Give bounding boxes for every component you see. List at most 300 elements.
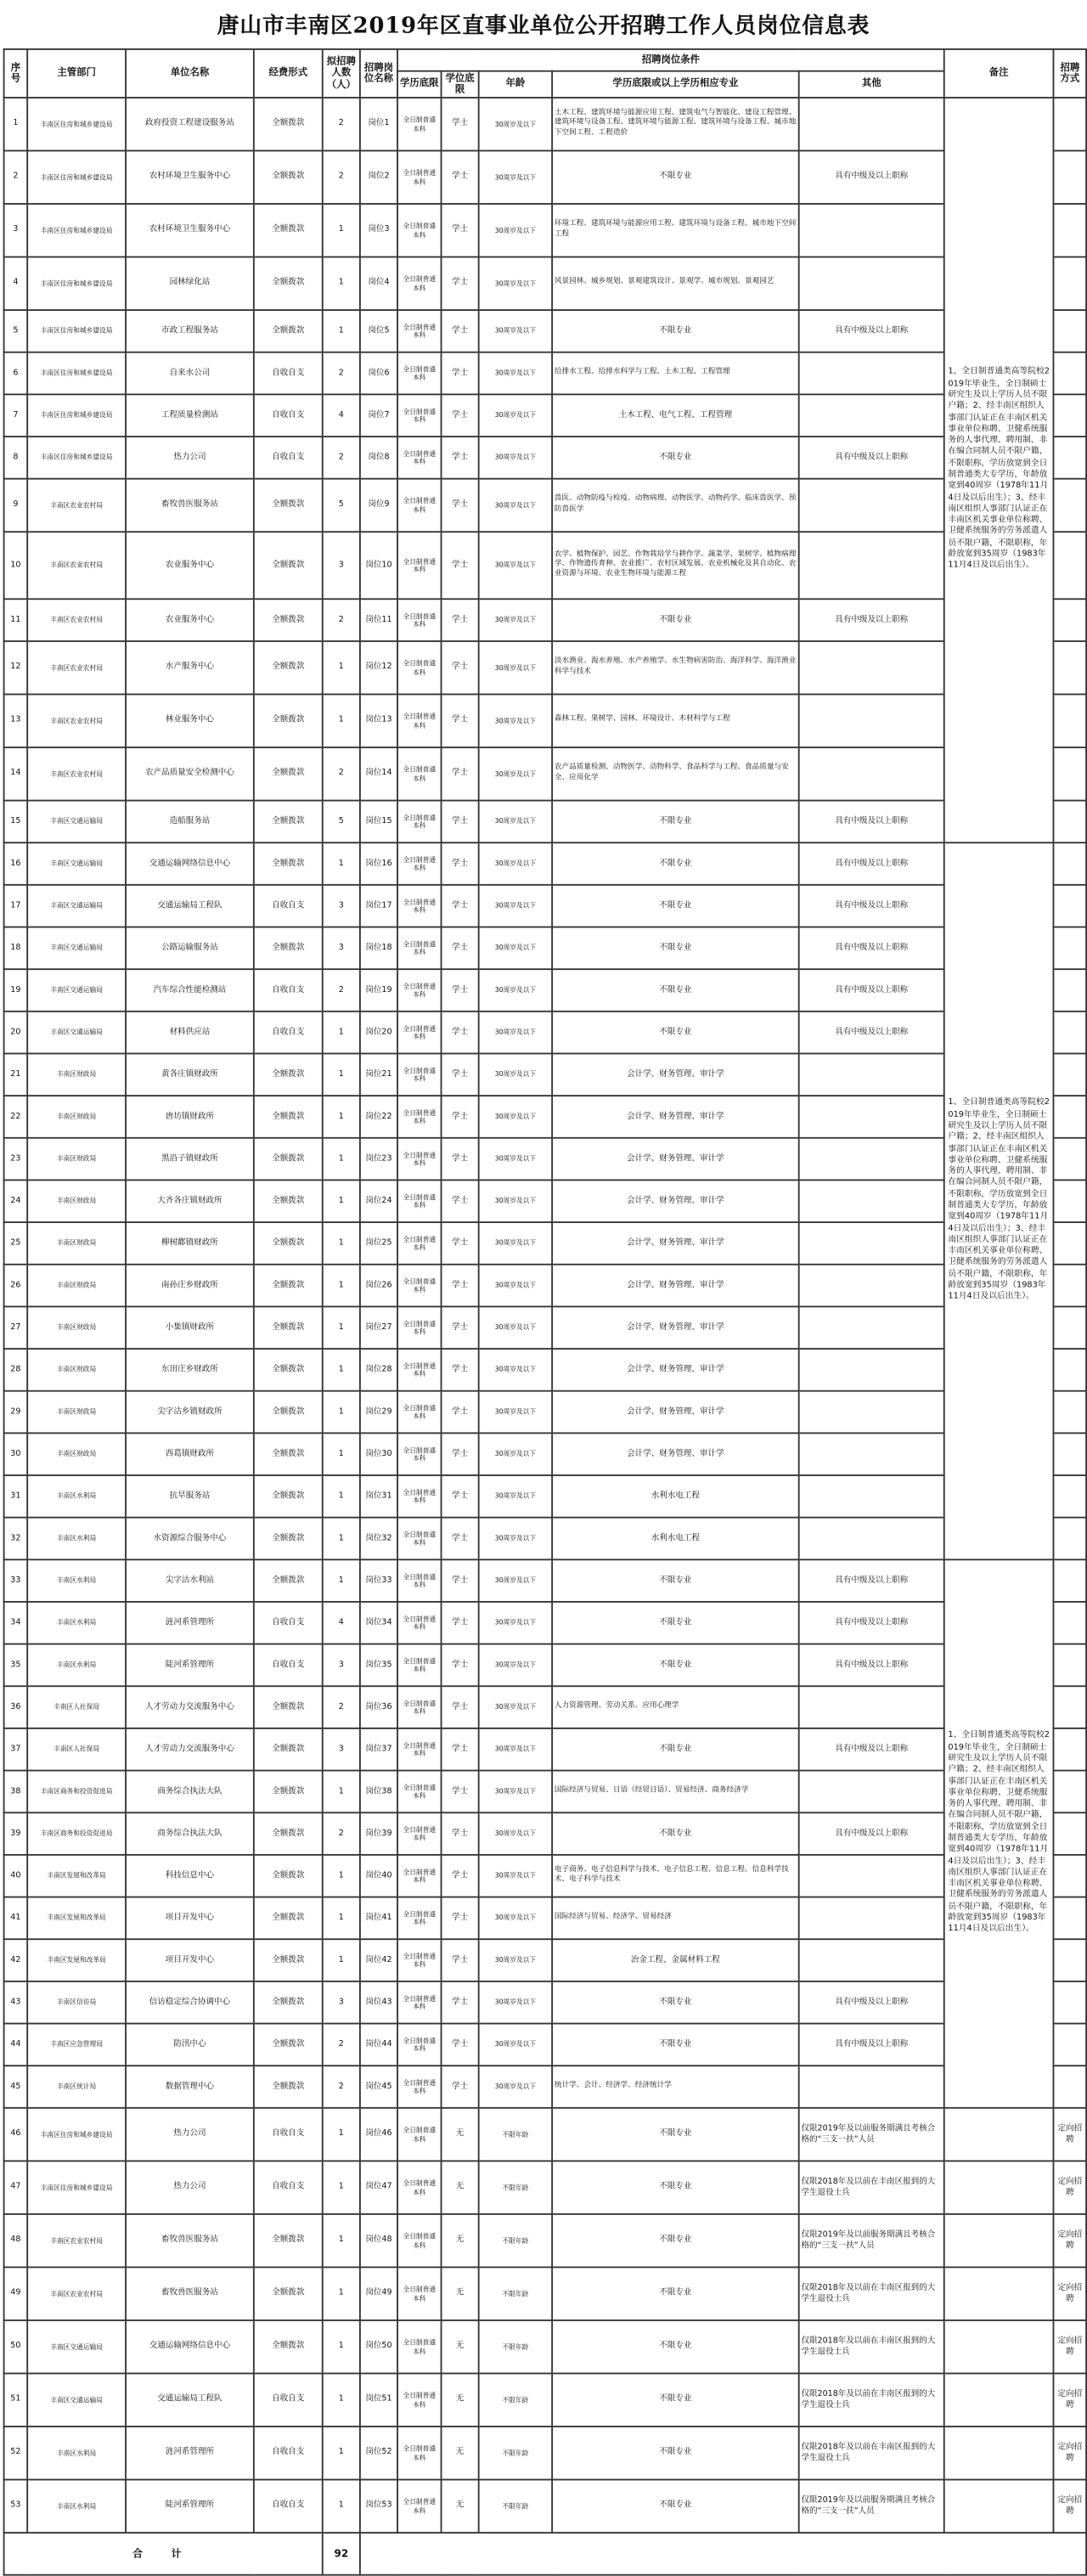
cell-edu: 全日制普通本科 — [397, 801, 441, 843]
cell-major: 不限专业 — [552, 1559, 799, 1602]
cell-count: 1 — [323, 310, 360, 352]
cell-dept: 丰南区交通运输局 — [27, 969, 126, 1012]
cell-post: 岗位49 — [360, 2267, 397, 2320]
cell-funding: 全额拨款 — [254, 1475, 323, 1518]
cell-remark: 1、全日制普通类高等院校2019年毕业生，全日制硕士研究生及以上学历人员不限户籍；2、经丰南区组织人事部门认证正在丰南区机关事业单位称聘、卫健系统服务的人事代理、聘用制、非在编合同制人员不限户籍，不限职称，学历放宽到全日制普通类大专学历，年龄放宽到40周岁（1978年11月4日及以后出生）；3、经丰南区组织人事部门认证正在丰南区机关事业单位称聘、卫健系统服务的劳务派遣人员不限户籍，不限职称，年龄放宽到35周岁（1983年11月4日及以后出生）。 — [944, 843, 1054, 1559]
cell-count: 1 — [323, 1222, 360, 1265]
cell-count: 2 — [323, 98, 360, 151]
cell-edu: 全日制普通本科 — [397, 1096, 441, 1138]
cell-method — [1054, 1265, 1087, 1307]
cell-edu: 全日制普通本科 — [397, 885, 441, 927]
cell-degree: 学士 — [442, 479, 479, 533]
cell-post: 岗位50 — [360, 2320, 397, 2374]
cell-other: 仅限2018年及以前在丰南区报到的大学生退役士兵 — [799, 2427, 944, 2480]
cell-degree: 学士 — [442, 1728, 479, 1771]
cell-unit: 柳树酄镇财政所 — [126, 1222, 254, 1265]
cell-age: 30周岁及以下 — [479, 1475, 552, 1518]
cell-degree: 学士 — [442, 599, 479, 641]
cell-count: 1 — [323, 694, 360, 747]
cell-remark-empty — [944, 2214, 1054, 2268]
cell-major: 土木工程、建筑环境与能源应用工程、建筑电气与智能化、建设工程管理、建筑环境与设备工程、建筑环境与能源工程、建筑环境与设备工程、城市地下空间工程、工程造价 — [552, 98, 799, 151]
cell-age: 30周岁及以下 — [479, 479, 552, 533]
header-edu: 学历底限 — [397, 71, 441, 98]
cell-remark-empty — [944, 2108, 1054, 2162]
cell-post: 岗位10 — [360, 532, 397, 599]
cell-count: 2 — [323, 747, 360, 801]
cell-degree: 无 — [442, 2373, 479, 2427]
cell-other — [799, 1897, 944, 1940]
table-row — [4, 801, 1087, 843]
cell-method — [1054, 2066, 1087, 2108]
cell-count: 1 — [323, 1012, 360, 1054]
cell-edu: 全日制普通本科 — [397, 150, 441, 204]
cell-edu: 全日制普通本科 — [397, 257, 441, 311]
cell-dept: 丰南区财政局 — [27, 1265, 126, 1307]
cell-method — [1054, 1644, 1087, 1687]
cell-age: 30周岁及以下 — [479, 641, 552, 695]
cell-other — [799, 694, 944, 747]
cell-age: 不限年龄 — [479, 2373, 552, 2427]
cell-seq: 3 — [4, 204, 28, 257]
cell-seq: 37 — [4, 1728, 28, 1771]
cell-age: 30周岁及以下 — [479, 1391, 552, 1434]
cell-edu: 全日制普通本科 — [397, 694, 441, 747]
cell-edu: 全日制普通本科 — [397, 1306, 441, 1349]
cell-post: 岗位18 — [360, 927, 397, 969]
table-row — [4, 2480, 1087, 2534]
cell-seq: 17 — [4, 885, 28, 927]
cell-degree: 学士 — [442, 1306, 479, 1349]
cell-dept: 丰南区发展和改革局 — [27, 1939, 126, 1981]
table-row — [4, 2108, 1087, 2162]
cell-other: 具有中级及以上职称 — [799, 310, 944, 352]
cell-post: 岗位9 — [360, 479, 397, 533]
cell-post: 岗位38 — [360, 1771, 397, 1813]
cell-post: 岗位20 — [360, 1012, 397, 1054]
cell-degree: 学士 — [442, 310, 479, 352]
table-row — [4, 1897, 1087, 1940]
cell-dept: 丰南区发展和改革局 — [27, 1897, 126, 1940]
table-row — [4, 2320, 1087, 2374]
cell-major: 不限专业 — [552, 2161, 799, 2214]
cell-post: 岗位40 — [360, 1855, 397, 1897]
cell-other — [799, 1138, 944, 1181]
cell-edu: 全日制普通本科 — [397, 394, 441, 437]
cell-method — [1054, 1391, 1087, 1434]
cell-funding: 全额拨款 — [254, 1812, 323, 1855]
cell-age: 30周岁及以下 — [479, 1433, 552, 1475]
cell-edu: 全日制普通本科 — [397, 1222, 441, 1265]
cell-unit: 林业服务中心 — [126, 694, 254, 747]
cell-method — [1054, 1855, 1087, 1897]
cell-post: 岗位53 — [360, 2480, 397, 2534]
cell-seq: 30 — [4, 1433, 28, 1475]
header-degree: 学位底限 — [442, 71, 479, 98]
cell-seq: 22 — [4, 1096, 28, 1138]
cell-age: 不限年龄 — [479, 2267, 552, 2320]
cell-degree: 无 — [442, 2267, 479, 2320]
cell-age: 30周岁及以下 — [479, 1349, 552, 1391]
cell-unit: 交通运输局工程队 — [126, 2373, 254, 2427]
cell-method: 定向招聘 — [1054, 2267, 1087, 2320]
cell-other — [799, 479, 944, 533]
cell-count: 1 — [323, 2480, 360, 2534]
cell-dept: 丰南区住房和城乡建设局 — [27, 98, 126, 151]
table-row — [4, 1981, 1087, 2024]
cell-count: 1 — [323, 2267, 360, 2320]
cell-degree: 学士 — [442, 1644, 479, 1687]
cell-unit: 人才劳动力交流服务中心 — [126, 1686, 254, 1728]
table-row — [4, 1559, 1087, 1602]
cell-count: 3 — [323, 927, 360, 969]
cell-dept: 丰南区水利局 — [27, 1475, 126, 1518]
cell-age: 30周岁及以下 — [479, 394, 552, 437]
cell-post: 岗位3 — [360, 204, 397, 257]
cell-count: 1 — [323, 2373, 360, 2427]
cell-count: 1 — [323, 641, 360, 695]
cell-post: 岗位26 — [360, 1265, 397, 1307]
cell-unit: 抗旱服务站 — [126, 1475, 254, 1518]
cell-edu: 全日制普通本科 — [397, 437, 441, 479]
cell-unit: 人才劳动力交流服务中心 — [126, 1728, 254, 1771]
cell-age: 不限年龄 — [479, 2320, 552, 2374]
table-row — [4, 98, 1087, 151]
cell-method — [1054, 641, 1087, 695]
cell-post: 岗位17 — [360, 885, 397, 927]
cell-unit: 信访稳定综合协调中心 — [126, 1981, 254, 2024]
table-row — [4, 352, 1087, 395]
cell-degree: 学士 — [442, 747, 479, 801]
cell-major: 不限专业 — [552, 801, 799, 843]
cell-method — [1054, 1602, 1087, 1644]
cell-edu: 全日制普通本科 — [397, 479, 441, 533]
cell-count: 1 — [323, 1053, 360, 1096]
cell-unit: 畜牧兽医服务站 — [126, 479, 254, 533]
cell-major: 国际经济与贸易、日语（经贸日语）、贸易经济、商务经济学 — [552, 1771, 799, 1813]
cell-edu: 全日制普通本科 — [397, 1138, 441, 1181]
cell-seq: 27 — [4, 1306, 28, 1349]
cell-remark: 1、全日制普通类高等院校2019年毕业生，全日制硕士研究生及以上学历人员不限户籍；2、经丰南区组织人事部门认证正在丰南区机关事业单位称聘、卫健系统服务的人事代理、聘用制、非在编合同制人员不限户籍，不限职称，学历放宽到全日制普通类大专学历，年龄放宽到40周岁（1978年11月4日及以后出生）；3、经丰南区组织人事部门认证正在丰南区机关事业单位称聘、卫健系统服务的劳务派遣人员不限户籍，不限职称，年龄放宽到35周岁（1983年11月4日及以后出生）。 — [944, 98, 1054, 843]
cell-seq: 14 — [4, 747, 28, 801]
cell-seq: 38 — [4, 1771, 28, 1813]
cell-other: 具有中级及以上职称 — [799, 1012, 944, 1054]
cell-other — [799, 257, 944, 311]
cell-unit: 陡河系管理所 — [126, 1644, 254, 1687]
cell-post: 岗位14 — [360, 747, 397, 801]
cell-unit: 公路运输服务站 — [126, 927, 254, 969]
cell-edu: 全日制普通本科 — [397, 2320, 441, 2374]
cell-edu: 全日制普通本科 — [397, 2066, 441, 2108]
cell-funding: 自收自支 — [254, 1644, 323, 1687]
cell-degree: 学士 — [442, 394, 479, 437]
cell-method — [1054, 1349, 1087, 1391]
cell-funding: 全额拨款 — [254, 1222, 323, 1265]
cell-age: 30周岁及以下 — [479, 927, 552, 969]
cell-degree: 学士 — [442, 1518, 479, 1560]
cell-degree: 学士 — [442, 1265, 479, 1307]
cell-dept: 丰南区财政局 — [27, 1349, 126, 1391]
cell-unit: 尖字沽水利站 — [126, 1559, 254, 1602]
table-row — [4, 2373, 1087, 2427]
cell-other — [799, 98, 944, 151]
cell-count: 5 — [323, 801, 360, 843]
cell-other: 仅限2018年及以前在丰南区报到的大学生退役士兵 — [799, 2320, 944, 2374]
cell-post: 岗位25 — [360, 1222, 397, 1265]
cell-degree: 无 — [442, 2161, 479, 2214]
cell-dept: 丰南区交通运输局 — [27, 927, 126, 969]
cell-age: 30周岁及以下 — [479, 1306, 552, 1349]
cell-major: 电子商务、电子信息科学与技术、电子信息工程、信息工程、信息科学技术、电子科学与技术 — [552, 1855, 799, 1897]
cell-age: 30周岁及以下 — [479, 1559, 552, 1602]
cell-major: 森林工程、果树学、园林、环境设计、木材科学与工程 — [552, 694, 799, 747]
cell-funding: 全额拨款 — [254, 1433, 323, 1475]
cell-major: 不限专业 — [552, 2108, 799, 2162]
cell-funding: 全额拨款 — [254, 599, 323, 641]
cell-degree: 学士 — [442, 885, 479, 927]
cell-dept: 丰南区农业农村局 — [27, 2267, 126, 2320]
cell-post: 岗位12 — [360, 641, 397, 695]
cell-other: 仅限2018年及以前在丰南区报到的大学生退役士兵 — [799, 2373, 944, 2427]
cell-count: 1 — [323, 1897, 360, 1940]
cell-major: 水利水电工程 — [552, 1518, 799, 1560]
cell-major: 会计学、财务管理、审计学 — [552, 1306, 799, 1349]
cell-other — [799, 532, 944, 599]
cell-major: 会计学、财务管理、审计学 — [552, 1433, 799, 1475]
cell-dept: 丰南区水利局 — [27, 1559, 126, 1602]
table-row — [4, 1391, 1087, 1434]
cell-age: 30周岁及以下 — [479, 1855, 552, 1897]
cell-funding: 全额拨款 — [254, 150, 323, 204]
cell-unit: 政府投资工程建设服务站 — [126, 98, 254, 151]
cell-degree: 学士 — [442, 1771, 479, 1813]
cell-edu: 全日制普通本科 — [397, 969, 441, 1012]
cell-funding: 自收自支 — [254, 437, 323, 479]
cell-method — [1054, 1939, 1087, 1981]
cell-age: 30周岁及以下 — [479, 885, 552, 927]
cell-major: 会计学、财务管理、审计学 — [552, 1349, 799, 1391]
cell-method: 定向招聘 — [1054, 2480, 1087, 2534]
cell-other — [799, 1096, 944, 1138]
cell-remark: 1、全日制普通类高等院校2019年毕业生，全日制硕士研究生及以上学历人员不限户籍；2、经丰南区组织人事部门认证正在丰南区机关事业单位称聘、卫健系统服务的人事代理、聘用制、非在编合同制人员不限户籍，不限职称，学历放宽到全日制普通类大专学历，年龄放宽到40周岁（1978年11月4日及以后出生）；3、经丰南区组织人事部门认证正在丰南区机关事业单位称聘、卫健系统服务的劳务派遣人员不限户籍，不限职称，年龄放宽到35周岁（1983年11月4日及以后出生）。 — [944, 1559, 1054, 2108]
cell-funding: 自收自支 — [254, 2373, 323, 2427]
cell-seq: 18 — [4, 927, 28, 969]
cell-edu: 全日制普通本科 — [397, 1771, 441, 1813]
cell-degree: 无 — [442, 2320, 479, 2374]
cell-age: 30周岁及以下 — [479, 1812, 552, 1855]
cell-degree: 学士 — [442, 1349, 479, 1391]
cell-age: 30周岁及以下 — [479, 1897, 552, 1940]
cell-edu: 全日制普通本科 — [397, 2108, 441, 2162]
cell-other: 具有中级及以上职称 — [799, 437, 944, 479]
cell-count: 2 — [323, 1686, 360, 1728]
table-row — [4, 747, 1087, 801]
table-row — [4, 204, 1087, 257]
cell-major: 农产品质量检测、动物医学、动物科学、食品科学与工程、食品质量与安全、应用化学 — [552, 747, 799, 801]
cell-degree: 学士 — [442, 1391, 479, 1434]
cell-age: 30周岁及以下 — [479, 532, 552, 599]
cell-degree: 学士 — [442, 1012, 479, 1054]
cell-seq: 21 — [4, 1053, 28, 1096]
cell-major: 会计学、财务管理、审计学 — [552, 1222, 799, 1265]
cell-degree: 学士 — [442, 1475, 479, 1518]
document-title: 唐山市丰南区2019年区直事业单位公开招聘工作人员岗位信息表 — [217, 14, 870, 39]
header-post: 招聘岗位名称 — [360, 49, 397, 98]
cell-dept: 丰南区住房和城乡建设局 — [27, 394, 126, 437]
header-dept: 主管部门 — [27, 49, 126, 98]
header-other: 其他 — [799, 71, 944, 98]
cell-seq: 19 — [4, 969, 28, 1012]
cell-method — [1054, 1686, 1087, 1728]
cell-major: 不限专业 — [552, 2480, 799, 2534]
cell-method — [1054, 599, 1087, 641]
cell-seq: 4 — [4, 257, 28, 311]
cell-count: 2 — [323, 150, 360, 204]
cell-degree: 学士 — [442, 1981, 479, 2024]
cell-seq: 46 — [4, 2108, 28, 2162]
cell-unit: 水产服务中心 — [126, 641, 254, 695]
cell-major: 水利水电工程 — [552, 1475, 799, 1518]
cell-method — [1054, 532, 1087, 599]
cell-age: 30周岁及以下 — [479, 969, 552, 1012]
cell-age: 30周岁及以下 — [479, 437, 552, 479]
cell-funding: 全额拨款 — [254, 204, 323, 257]
cell-method: 定向招聘 — [1054, 2214, 1087, 2268]
cell-other: 具有中级及以上职称 — [799, 885, 944, 927]
cell-post: 岗位28 — [360, 1349, 397, 1391]
cell-count: 3 — [323, 1981, 360, 2024]
cell-unit: 科技信息中心 — [126, 1855, 254, 1897]
cell-edu: 全日制普通本科 — [397, 1349, 441, 1391]
cell-dept: 丰南区水利局 — [27, 1644, 126, 1687]
cell-dept: 丰南区财政局 — [27, 1053, 126, 1096]
cell-seq: 47 — [4, 2161, 28, 2214]
cell-other: 具有中级及以上职称 — [799, 1644, 944, 1687]
cell-funding: 全额拨款 — [254, 641, 323, 695]
cell-degree: 学士 — [442, 694, 479, 747]
cell-unit: 农村环境卫生服务中心 — [126, 204, 254, 257]
cell-method — [1054, 969, 1087, 1012]
cell-age: 30周岁及以下 — [479, 150, 552, 204]
cell-other — [799, 204, 944, 257]
cell-method — [1054, 1433, 1087, 1475]
cell-age: 不限年龄 — [479, 2214, 552, 2268]
cell-count: 1 — [323, 1349, 360, 1391]
cell-post: 岗位23 — [360, 1138, 397, 1181]
cell-unit: 热力公司 — [126, 2108, 254, 2162]
cell-seq: 8 — [4, 437, 28, 479]
cell-dept: 丰南区农业农村局 — [27, 599, 126, 641]
cell-other — [799, 1771, 944, 1813]
cell-seq: 23 — [4, 1138, 28, 1181]
table-row — [4, 843, 1087, 885]
cell-dept: 丰南区财政局 — [27, 1138, 126, 1181]
cell-major: 会计学、财务管理、审计学 — [552, 1096, 799, 1138]
cell-age: 30周岁及以下 — [479, 1096, 552, 1138]
cell-age: 30周岁及以下 — [479, 257, 552, 311]
cell-unit: 黑沿子镇财政所 — [126, 1138, 254, 1181]
cell-post: 岗位16 — [360, 843, 397, 885]
cell-degree: 无 — [442, 2108, 479, 2162]
cell-unit: 热力公司 — [126, 2161, 254, 2214]
cell-seq: 29 — [4, 1391, 28, 1434]
table-row — [4, 479, 1087, 533]
cell-other — [799, 1855, 944, 1897]
cell-count: 4 — [323, 1602, 360, 1644]
cell-age: 30周岁及以下 — [479, 1053, 552, 1096]
cell-seq: 52 — [4, 2427, 28, 2480]
table-row — [4, 1771, 1087, 1813]
cell-dept: 丰南区人社保局 — [27, 1686, 126, 1728]
cell-major: 会计学、财务管理、审计学 — [552, 1180, 799, 1222]
cell-method — [1054, 1812, 1087, 1855]
cell-post: 岗位52 — [360, 2427, 397, 2480]
cell-dept: 丰南区水利局 — [27, 1602, 126, 1644]
cell-edu: 全日制普通本科 — [397, 310, 441, 352]
cell-seq: 50 — [4, 2320, 28, 2374]
cell-funding: 全额拨款 — [254, 1096, 323, 1138]
cell-unit: 园林绿化站 — [126, 257, 254, 311]
cell-age: 30周岁及以下 — [479, 1981, 552, 2024]
cell-post: 岗位44 — [360, 2024, 397, 2066]
cell-post: 岗位51 — [360, 2373, 397, 2427]
cell-dept: 丰南区住房和城乡建设局 — [27, 310, 126, 352]
cell-post: 岗位48 — [360, 2214, 397, 2268]
cell-dept: 丰南区交通运输局 — [27, 2373, 126, 2427]
cell-edu: 全日制普通本科 — [397, 2024, 441, 2066]
cell-count: 1 — [323, 1391, 360, 1434]
cell-edu: 全日制普通本科 — [397, 1897, 441, 1940]
table-row — [4, 1138, 1087, 1181]
cell-other: 具有中级及以上职称 — [799, 1728, 944, 1771]
cell-age: 30周岁及以下 — [479, 310, 552, 352]
table-row — [4, 1602, 1087, 1644]
cell-seq: 53 — [4, 2480, 28, 2534]
cell-unit: 黄各庄镇财政所 — [126, 1053, 254, 1096]
cell-funding: 全额拨款 — [254, 1180, 323, 1222]
cell-remark-empty — [944, 2267, 1054, 2320]
cell-degree: 无 — [442, 2427, 479, 2480]
cell-funding: 全额拨款 — [254, 1771, 323, 1813]
cell-edu: 全日制普通本科 — [397, 204, 441, 257]
cell-method — [1054, 1053, 1087, 1096]
cell-edu: 全日制普通本科 — [397, 532, 441, 599]
cell-edu: 全日制普通本科 — [397, 2373, 441, 2427]
cell-unit: 农产品质量安全检测中心 — [126, 747, 254, 801]
cell-funding: 全额拨款 — [254, 1349, 323, 1391]
cell-seq: 16 — [4, 843, 28, 885]
cell-other — [799, 1180, 944, 1222]
cell-edu: 全日制普通本科 — [397, 1518, 441, 1560]
cell-major: 风景园林、城乡规划、景观建筑设计、景观学、城市规划、景观园艺 — [552, 257, 799, 311]
cell-seq: 12 — [4, 641, 28, 695]
table-row — [4, 885, 1087, 927]
cell-seq: 11 — [4, 599, 28, 641]
cell-post: 岗位35 — [360, 1644, 397, 1687]
cell-dept: 丰南区财政局 — [27, 1306, 126, 1349]
cell-edu: 全日制普通本科 — [397, 1180, 441, 1222]
cell-other: 仅限2018年及以前在丰南区报到的大学生退役士兵 — [799, 2267, 944, 2320]
cell-other — [799, 1939, 944, 1981]
cell-edu: 全日制普通本科 — [397, 927, 441, 969]
cell-degree: 学士 — [442, 1686, 479, 1728]
cell-count: 2 — [323, 599, 360, 641]
cell-unit: 东田庄乡财政所 — [126, 1349, 254, 1391]
table-row — [4, 1812, 1087, 1855]
cell-degree: 学士 — [442, 1897, 479, 1940]
cell-funding: 全额拨款 — [254, 1897, 323, 1940]
cell-method — [1054, 747, 1087, 801]
cell-post: 岗位24 — [360, 1180, 397, 1222]
